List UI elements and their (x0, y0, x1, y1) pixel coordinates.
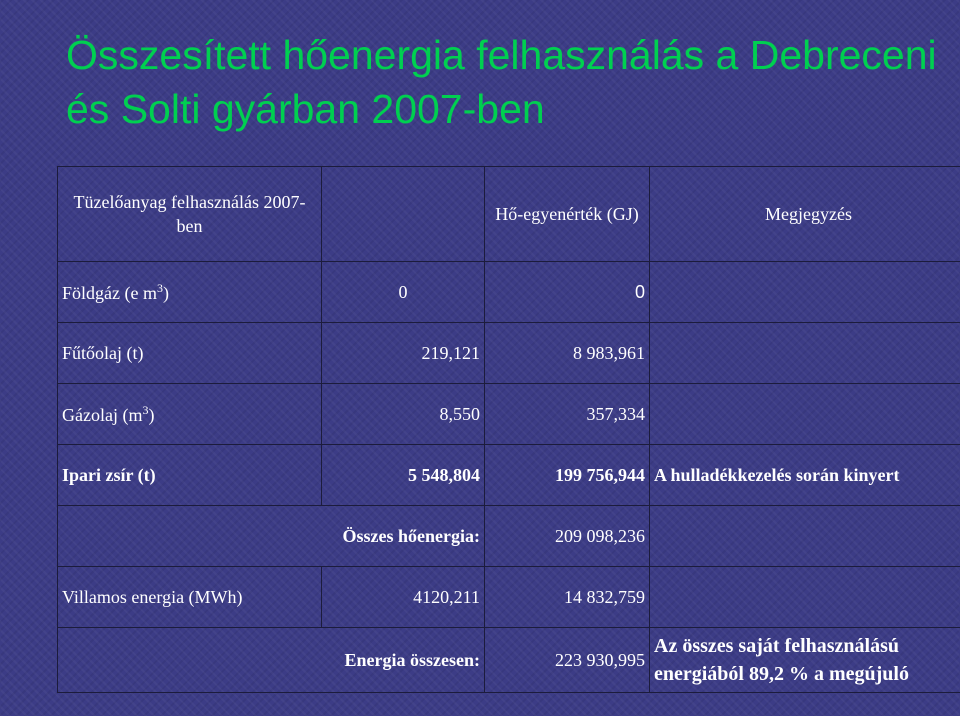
row-gj: 357,334 (485, 384, 650, 445)
table-row (58, 262, 960, 323)
table-header-row (58, 167, 960, 262)
row-amount: 219,121 (322, 323, 485, 384)
header-amount-empty (322, 167, 485, 262)
row-amount: 4120,211 (322, 567, 485, 628)
row-label: Ipari zsír (t) (58, 445, 322, 506)
row-label: Földgáz (e $m^3$) (58, 262, 322, 323)
row-note: Az összes saját felhasználású energiából 89,2 % a megújuló (650, 628, 960, 693)
row-gj: 0 (485, 262, 650, 323)
row-gj: 8 983,961 (485, 323, 650, 384)
row-label: Gázolaj $(m^3)$ (58, 384, 322, 445)
table-row (58, 323, 960, 384)
row-note (650, 323, 960, 384)
row-label: Villamos energia (MWh) (58, 567, 322, 628)
row-gj: 14 832,759 (485, 567, 650, 628)
header-heat-equivalent: Hő-egyenérték (GJ) (485, 167, 650, 262)
row-gj: 209 098,236 (485, 506, 650, 567)
table-row (58, 445, 960, 506)
row-gj: 199 756,944 (485, 445, 650, 506)
table-row-total-energy (58, 628, 960, 693)
row-note (650, 384, 960, 445)
row-amount: 0 (322, 262, 485, 323)
table-row-total-heat (58, 506, 960, 567)
row-note-empty (650, 506, 960, 567)
row-amount: 5 548,804 (322, 445, 485, 506)
row-label: Energia összesen: (58, 628, 485, 693)
header-fuel: Tüzelőanyag felhasználás 2007-ben (58, 167, 322, 262)
table-row (58, 567, 960, 628)
row-note: A hulladékkezelés során kinyert (650, 445, 960, 506)
row-note (650, 262, 960, 323)
row-label: Összes hőenergia: (58, 506, 485, 567)
energy-table (57, 166, 960, 693)
row-gj: 223 930,995 (485, 628, 650, 693)
header-note: Megjegyzés (650, 167, 960, 262)
row-label: Fűtőolaj (t) (58, 323, 322, 384)
row-amount: 8,550 (322, 384, 485, 445)
row-note (650, 567, 960, 628)
table-row (58, 384, 960, 445)
slide-title: Összesített hőenergia felhasználás a Debreceni és Solti gyárban 2007-ben (66, 32, 937, 132)
